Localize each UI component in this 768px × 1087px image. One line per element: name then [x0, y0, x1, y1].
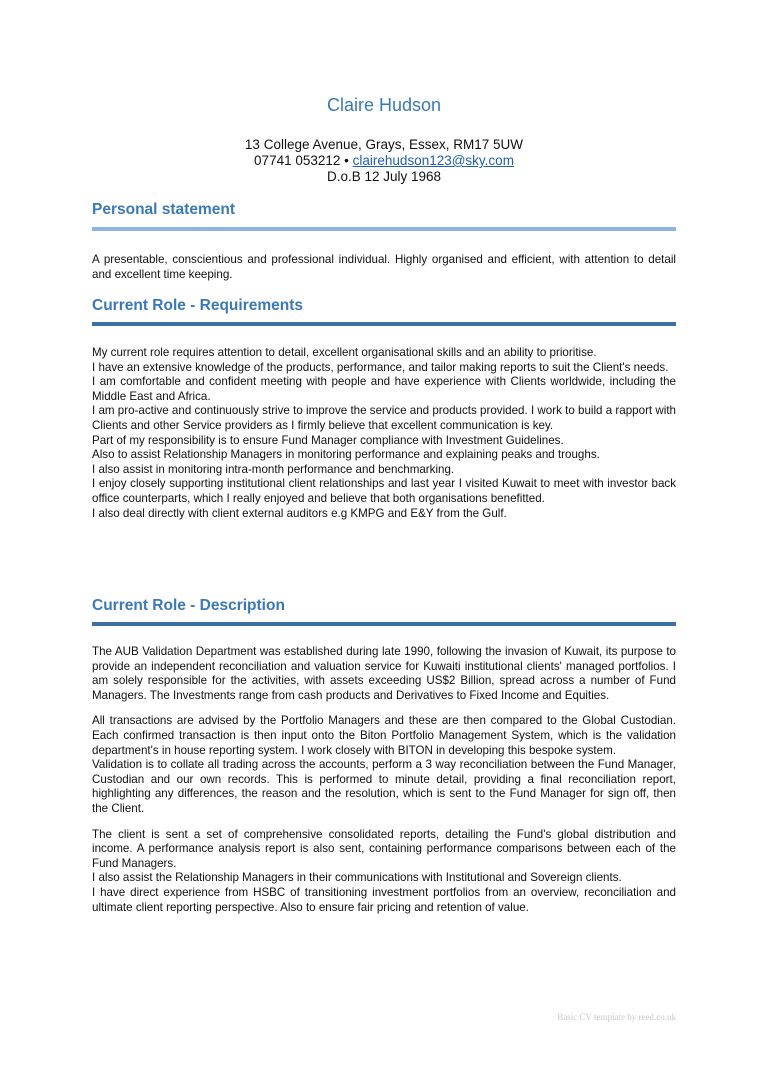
footer-credit: Basic CV template by reed.co.uk	[557, 1012, 676, 1022]
paragraph: I enjoy closely supporting institutional client relationships and last year I visited Kuwait to meet with investor back office counterparts, which I really enjoyed and believe that both organisations benefitted.	[92, 477, 676, 505]
paragraph: Part of my responsibility is to ensure Fund Manager compliance with Investment Guidelines.	[92, 433, 564, 447]
requirements-heading: Current Role - Requirements	[92, 297, 304, 314]
address: 13 College Avenue, Grays, Essex, RM17 5UW	[244, 137, 524, 152]
paragraph: I also assist the Relationship Managers in their communications with Institutional and Sovereign clients.	[92, 871, 622, 885]
paragraph: All transactions are advised by the Portfolio Managers and these are then compared to the Global Custodian. Each confirmed transaction is then input onto the Biton Portfolio Management System, which is the validation department's in house reporting system. I work closely with BITON in developing this bespoke system.	[92, 714, 676, 757]
paragraph: A presentable, conscientious and professional individual. Highly organised and efficient, with attention to detail and excellent time keeping.	[92, 253, 676, 281]
date-of-birth: D.o.B 12 July 1968	[326, 169, 442, 184]
paragraph: Also to assist Relationship Managers in monitoring performance and explaining peaks and troughs.	[92, 448, 600, 462]
email-link[interactable]: clairehudson123@sky.com	[352, 153, 514, 168]
paragraph: I am pro-active and continuously strive to improve the service and products provided. I work to build a rapport with Clients and other Service providers as I firmly believe that excellent communication is key.	[92, 404, 676, 432]
section-divider	[92, 322, 676, 326]
paragraph: My current role requires attention to detail, excellent organisational skills and an ability to prioritise.	[92, 346, 597, 359]
phone: 07741 053212	[254, 153, 341, 168]
section-divider	[92, 227, 676, 231]
description-heading: Current Role - Description	[92, 597, 285, 614]
paragraph: I also assist in monitoring intra-month performance and benchmarking.	[92, 462, 455, 476]
paragraph: The client is sent a set of comprehensive consolidated reports, detailing the Fund's global distribution and income. A performance analysis report is also sent, containing performance comparisons between each of the Fund Managers.	[92, 827, 676, 870]
section-divider	[92, 622, 676, 626]
candidate-name: Claire Hudson	[326, 95, 442, 115]
separator: •	[344, 153, 349, 168]
phone-email-line	[92, 153, 676, 169]
contact-block	[92, 137, 676, 185]
paragraph: The AUB Validation Department was established during late 1990, following the invasion of Kuwait, its purpose to provide an independent reconciliation and valuation service for Kuwaiti institutional clients' managed portfolios. I am solely responsible for the activities, with assets exceeding US$2 Billion, spread across a number of Fund Managers. The Investments range from cash products and Derivatives to Fixed Income and Equities.	[92, 645, 676, 702]
paragraph: I have an extensive knowledge of the products, performance, and tailor making reports to suit the Client's needs.	[92, 360, 669, 374]
personal-statement-heading: Personal statement	[92, 201, 235, 218]
paragraph: I also deal directly with client external auditors e.g KMPG and E&Y from the Gulf.	[92, 506, 507, 520]
description-text	[92, 645, 676, 915]
personal-statement-text	[92, 253, 676, 282]
requirements-text	[92, 346, 676, 521]
paragraph: I have direct experience from HSBC of transitioning investment portfolios from an overview, reconciliation and ultimate client reporting perspective. Also to ensure fair pricing and retention of value.	[92, 885, 676, 914]
paragraph: Validation is to collate all trading across the accounts, perform a 3 way reconciliation between the Fund Manager, Custodian and our own records. This is performed to minute detail, providing a final reconciliation report, highlighting any differences, the reason and the resolution, which is sent to the Fund Manager for sign off, then the Client.	[92, 758, 676, 815]
paragraph: I am comfortable and confident meeting with people and have experience with Clients worldwide, including the Middle East and Africa.	[92, 375, 676, 403]
